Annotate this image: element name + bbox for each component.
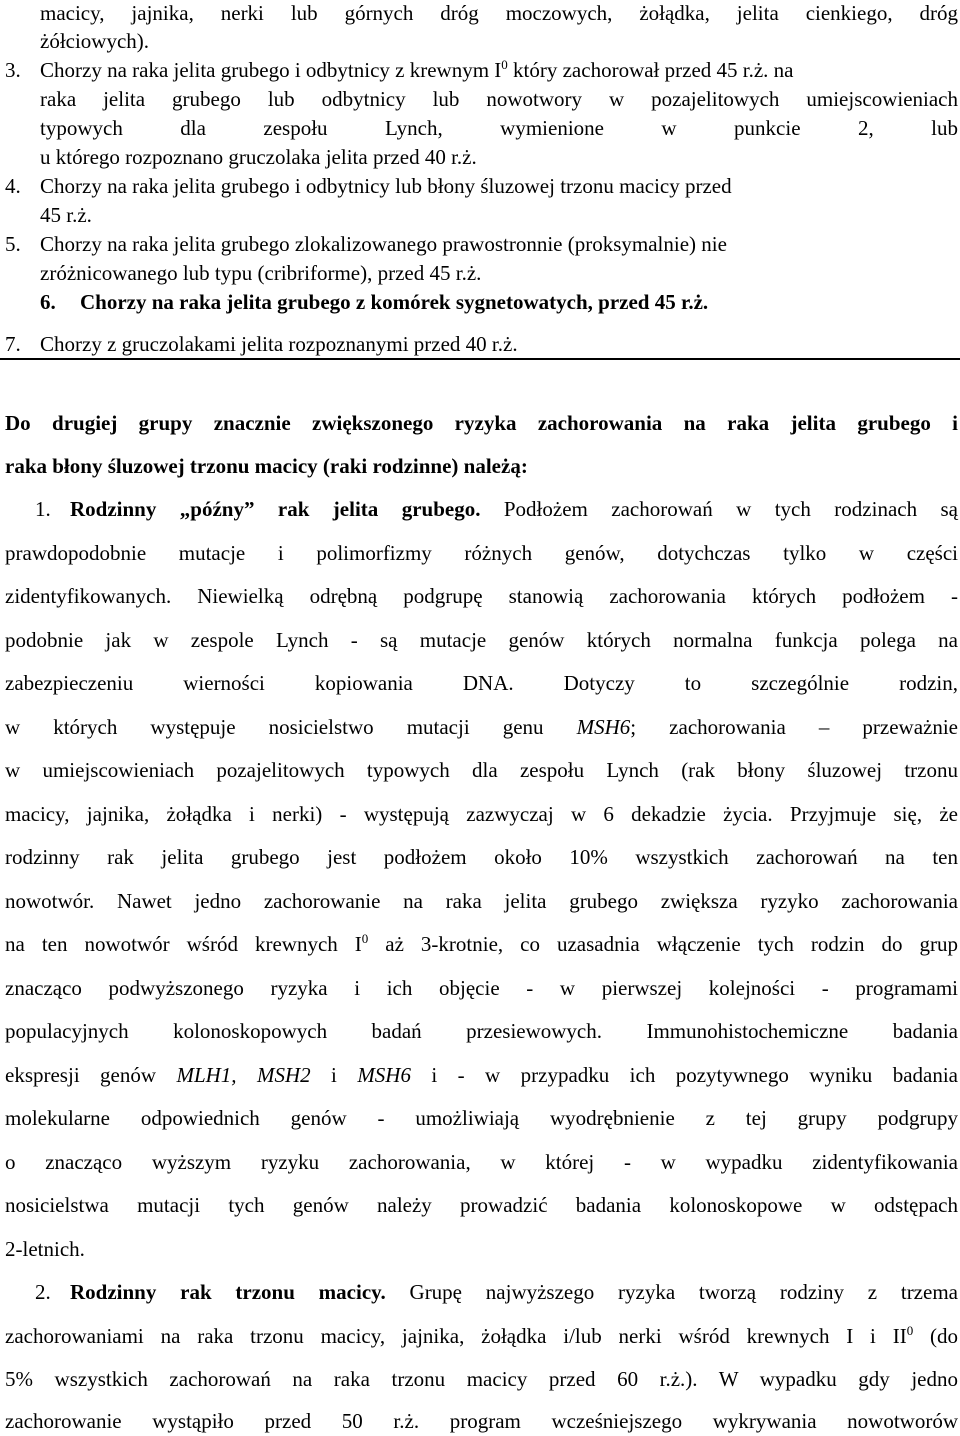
- list-item-3-line4: u którego rozpoznano gruczolaka jelita przed 40 r.ż.: [40, 145, 477, 169]
- paragraph-2-line2: zachorowaniami na raka trzonu macicy, jajnika, żołądka i/lub nerki wśród krewnych I i $II^0$ (do: [5, 1323, 958, 1348]
- paragraph-1-line8: macicy, jajnika, żołądka i nerki) - występują zazwyczaj w 6 dekadzie życia. Przyjmuje się, że: [5, 802, 958, 826]
- paragraph-2-line1: 2. Rodzinny rak trzonu macicy. Grupę najwyższego ryzyka tworzą rodziny z trzema: [5, 1279, 958, 1305]
- list-number: 7.: [5, 332, 21, 356]
- list-number: 2.: [35, 1280, 51, 1304]
- list-number: 4.: [5, 174, 21, 198]
- list-item-5-line1: 5. Chorzy na raka jelita grubego zlokalizowanego prawostronnie (proksymalnie) nie: [5, 232, 727, 256]
- section-divider: [0, 358, 960, 360]
- paragraph-1-line4: podobnie jak w zespole Lynch - są mutacje genów których normalna funkcja polega na: [5, 628, 958, 652]
- paragraph-1-line11: na ten nowotwór wśród krewnych $I^0$ aż 3-krotnie, co uzasadnia włączenie tych rodzin do grup: [5, 931, 958, 956]
- paragraph-1-line10: nowotwór. Nawet jedno zachorowanie na raka jelita grubego zwiększa ryzyko zachorowania: [5, 889, 958, 913]
- paragraph-1-line6: w których występuje nosicielstwo mutacji genu MSH6; zachorowania – przeważnie: [5, 715, 958, 739]
- list-item-7: 7. Chorzy z gruczolakami jelita rozpoznanymi przed 40 r.ż.: [5, 332, 518, 356]
- list-number: 1.: [35, 497, 51, 521]
- paragraph-1-line14: ekspresji genów MLH1, MSH2 i MSH6 i - w przypadku ich pozytywnego wyniku badania: [5, 1063, 959, 1087]
- paragraph-2-line3: 5% wszystkich zachorowań na raka trzonu macicy przed 60 r.ż.). W wypadku gdy jedno: [5, 1367, 958, 1391]
- list-item-2-tail-line2: żółciowych).: [40, 29, 150, 53]
- paragraph-1-line13: populacyjnych kolonoskopowych badań przesiewowych. Immunohistochemiczne badania: [5, 1019, 958, 1043]
- paragraph-2-line4: zachorowanie wystąpiło przed 50 r.ż. program wcześniejszego wykrywania nowotworów: [5, 1409, 958, 1433]
- list-item-3-line2: raka jelita grubego lub odbytnicy lub nowotwory w pozajelitowych umiejscowieniach: [40, 87, 958, 111]
- group2-heading-line2: raka błony śluzowej trzonu macicy (raki rodzinne) należą:: [5, 454, 528, 478]
- list-item-2-tail-line1: macicy, jajnika, nerki lub górnych dróg moczowych, żołądka, jelita cienkiego, dróg: [40, 1, 958, 25]
- list-item-5-line2: zróżnicowanego lub typu (cribriforme), przed 45 r.ż.: [40, 261, 482, 285]
- paragraph-1-line1: 1. Rodzinny „późny” rak jelita grubego. Podłożem zachorowań w tych rodzinach są: [5, 496, 958, 522]
- list-number: 5.: [5, 232, 21, 256]
- list-item-3-line3: typowych dla zespołu Lynch, wymienione w punkcie 2, lub: [40, 116, 958, 140]
- paragraph-1-line3: zidentyfikowanych. Niewielką odrębną podgrupę stanowią zachorowania których podłożem -: [5, 584, 958, 608]
- paragraph-1-line16: o znacząco wyższym ryzyku zachorowania, w której - w wypadku zidentyfikowania: [5, 1150, 958, 1174]
- list-item-4-line2: 45 r.ż.: [40, 203, 92, 227]
- list-item-6: 6. Chorzy na raka jelita grubego z komórek sygnetowatych, przed 45 r.ż.: [40, 290, 709, 314]
- paragraph-1-line9: rodzinny rak jelita grubego jest podłożem około 10% wszystkich zachorowań na ten: [5, 845, 958, 869]
- list-number: 6.: [40, 290, 56, 314]
- paragraph-1-line12: znacząco podwyższonego ryzyka i ich objęcie - w pierwszej kolejności - programami: [5, 976, 958, 1000]
- paragraph-1-line17: nosicielstwa mutacji tych genów należy prowadzić badania kolonoskopowe w odstępach: [5, 1193, 958, 1217]
- paragraph-1-line2: prawdopodobnie mutacje i polimorfizmy różnych genów, dotychczas tylko w części: [5, 541, 958, 565]
- list-item-4-line1: 4. Chorzy na raka jelita grubego i odbytnicy lub błony śluzowej trzonu macicy przed: [5, 174, 732, 198]
- paragraph-1-line18: 2-letnich.: [5, 1237, 85, 1261]
- paragraph-1-line7: w umiejscowieniach pozajelitowych typowych dla zespołu Lynch (rak błony śluzowej trzonu: [5, 758, 958, 782]
- list-number: 3.: [5, 58, 21, 82]
- paragraph-1-line15: molekularne odpowiednich genów - umożliwiają wyodrębnienie z tej grupy podgrupy: [5, 1106, 958, 1130]
- group2-heading-line1: Do drugiej grupy znacznie zwiększonego ryzyka zachorowania na raka jelita grubego i: [5, 411, 958, 435]
- list-item-3-line1: 3. Chorzy na raka jelita grubego i odbytnicy z krewnym $I^0$ który zachorował przed 45 r.ż. na: [5, 57, 794, 82]
- paragraph-1-line5: zabezpieczeniu wierności kopiowania DNA. Dotyczy to szczególnie rodzin,: [5, 671, 958, 695]
